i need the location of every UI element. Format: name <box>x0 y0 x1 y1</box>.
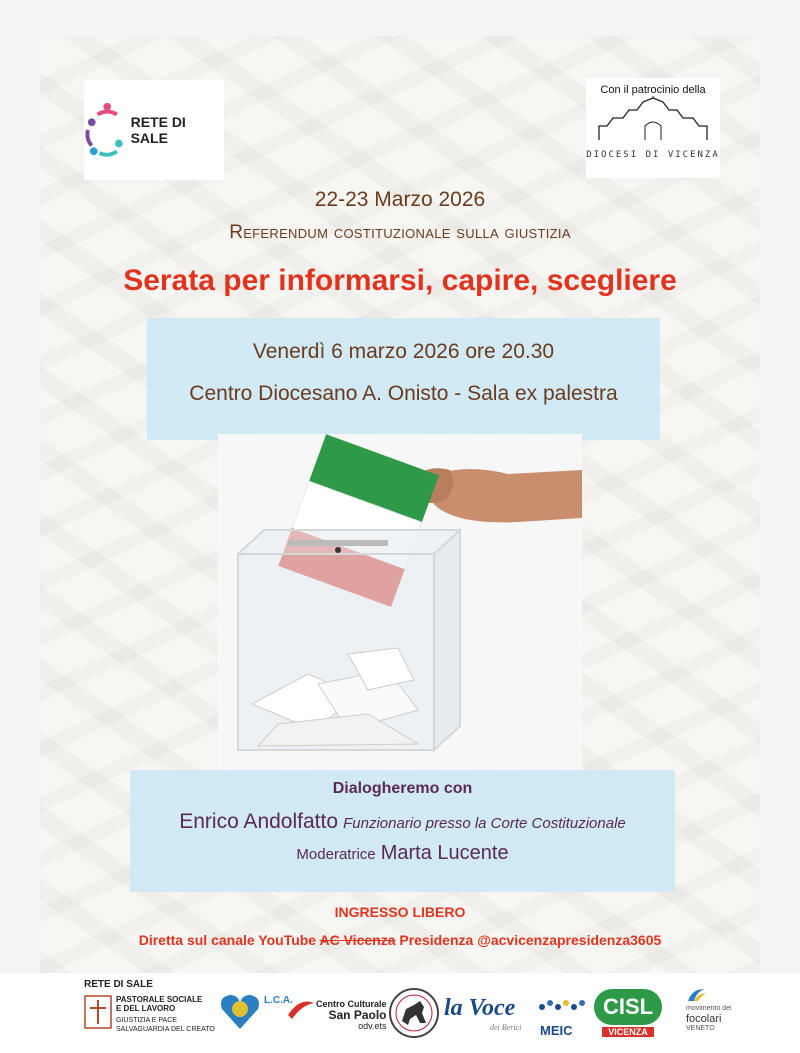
pastorale-line-3: GIUSTIZIA E PACE <box>116 1017 177 1024</box>
streaming-prefix: Diretta sul canale YouTube <box>138 932 317 948</box>
moderator-line <box>130 842 675 865</box>
rete-di-sale-label: RETE DI SALE <box>130 114 186 146</box>
cisl-sub: VICENZA <box>602 1027 654 1037</box>
cross-icon <box>84 995 112 1029</box>
pastorale-line-2: E DEL LAVORO <box>116 1004 176 1013</box>
referendum-title: Referendum costituzionale sulla giustizia <box>229 222 571 243</box>
sponsor-footer <box>0 973 800 1053</box>
focolari-line-2: focolari <box>686 1013 722 1025</box>
event-tagline: Serata per informarsi, capire, scegliere <box>123 264 677 297</box>
footer-rete-label: RETE DI SALE <box>84 979 153 990</box>
rete-di-sale-logo <box>84 80 224 180</box>
poster <box>40 36 760 973</box>
centro-line-1: Centro Culturale <box>316 999 387 1009</box>
pastorale-logo <box>84 995 112 1034</box>
moderator-name: Marta Lucente <box>380 842 509 864</box>
flame-icon <box>684 987 708 1003</box>
dialogue-heading: Dialogheremo con <box>332 780 473 797</box>
la-voce-logo: la Voce <box>444 995 516 1021</box>
event-info-box <box>147 318 660 440</box>
centro-line-2: San Paolo <box>328 1008 387 1022</box>
referendum-date: 22-23 Marzo 2026 <box>314 188 486 211</box>
guest-line <box>130 810 675 834</box>
meic-label: MEIC <box>540 1023 573 1038</box>
pastorale-line-1: PASTORALE SOCIALE <box>116 995 203 1004</box>
centro-culturale-logo <box>286 993 316 1028</box>
event-location: Centro Diocesano A. Onisto - Sala ex palestra <box>189 382 618 405</box>
pastorale-line-4: SALVAGUARDIA DEL CREATO <box>116 1026 215 1033</box>
ballot-box-photo <box>218 434 582 770</box>
free-entry-notice: INGRESSO LIBERO <box>334 904 466 920</box>
focolari-text <box>686 1005 732 1033</box>
streaming-suffix: Presidenza @acvicenzapresidenza3605 <box>399 932 662 948</box>
guest-name: Enrico Andolfatto <box>179 810 339 833</box>
focolari-line-1: movimento dei <box>686 1005 732 1012</box>
la-voce-sub: dei Berici <box>490 1023 522 1032</box>
centro-culturale-text <box>316 999 387 1032</box>
streaming-struck: AC Vicenza <box>319 932 396 948</box>
patrocinio-label: Con il patrocinio della <box>600 84 706 96</box>
pastorale-text <box>116 995 215 1034</box>
guest-role: Funzionario presso la Corte Costituzionale <box>343 815 626 832</box>
dialogue-box <box>130 770 675 892</box>
focolari-line-3: VENETO <box>686 1025 715 1032</box>
horse-seal-logo <box>388 987 440 1044</box>
swoosh-icon <box>286 993 316 1023</box>
event-datetime: Venerdì 6 marzo 2026 ore 20.30 <box>252 340 555 363</box>
meic-logo <box>532 993 588 1026</box>
lca-label: L.C.A. <box>264 995 293 1006</box>
horse-icon <box>388 987 440 1039</box>
centro-line-3: odv.ets <box>358 1021 387 1031</box>
people-circle-icon <box>84 100 127 160</box>
streaming-notice <box>40 932 760 948</box>
heart-globe-icon <box>218 991 262 1031</box>
basilica-icon <box>593 96 713 144</box>
cisl-logo: CISL <box>594 989 662 1025</box>
stars-icon <box>532 993 588 1021</box>
diocesi-logo <box>586 78 720 178</box>
diocesi-label: DIOCESI DI VICENZA <box>586 150 720 160</box>
moderator-label: Moderatrice <box>296 846 376 863</box>
lca-logo <box>218 991 262 1036</box>
